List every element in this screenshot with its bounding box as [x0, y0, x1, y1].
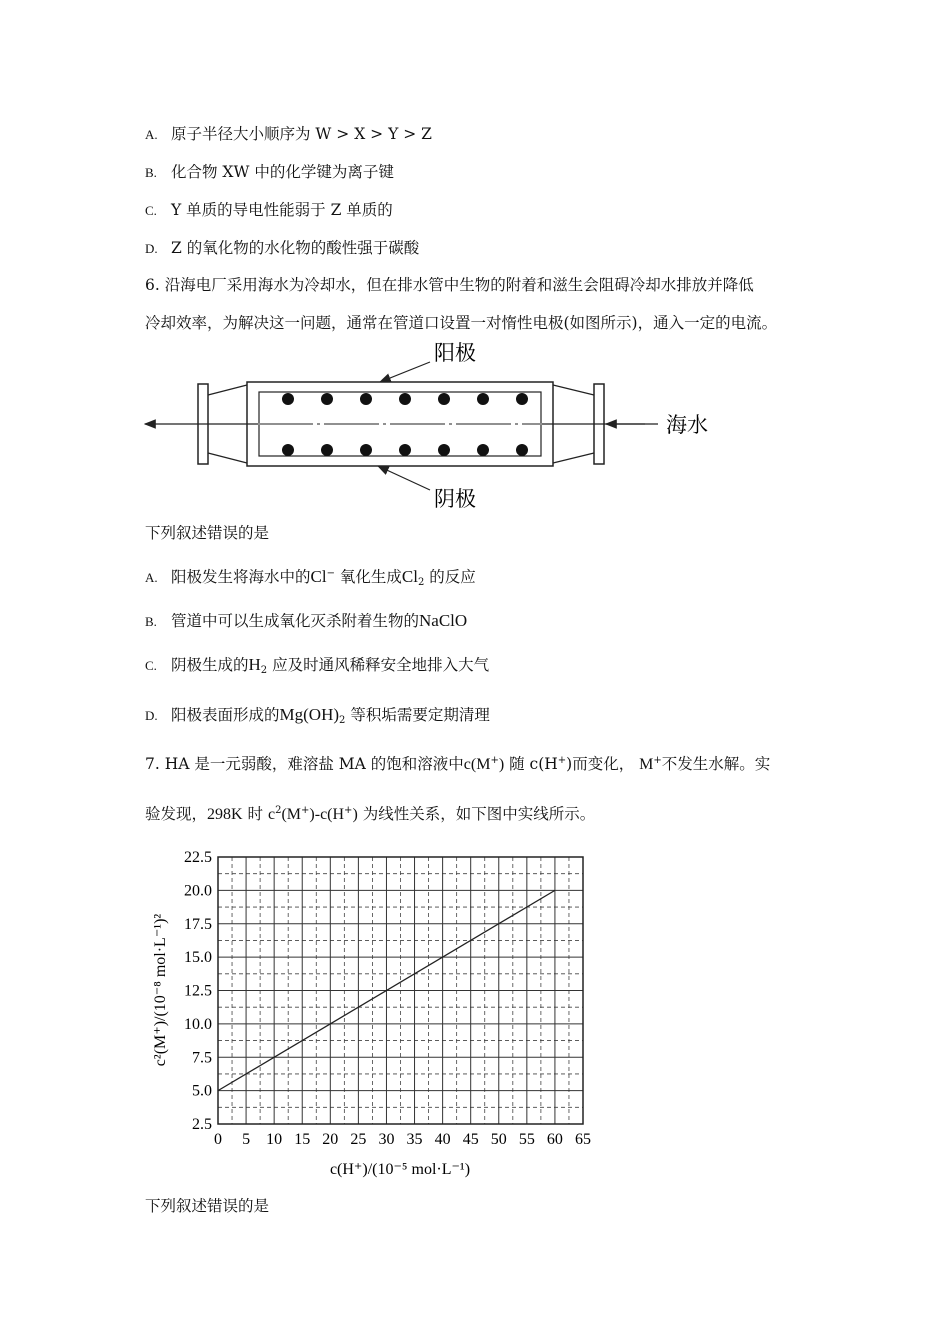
x-tick-label: 15 — [294, 1131, 311, 1148]
x-tick-label: 0 — [214, 1131, 222, 1148]
right-taper — [553, 385, 594, 395]
y-tick-label: 15.0 — [184, 949, 212, 967]
right-taper-bottom — [553, 453, 594, 463]
q7-stem-line1: 7. HA 是一元弱酸，难溶盐 MA 的饱和溶液中c(M+) 随 c(H+)而变化， M+不发生水解。实 — [145, 755, 771, 773]
q6-stem-line2: 冷却效率，为解决这一问题，通常在管道口设置一对惰性电极(如图所示)，通入一定的电流。 — [145, 314, 778, 332]
x-tick-labels — [214, 1131, 591, 1148]
left-taper — [208, 385, 247, 395]
q6-option-c: C. 阴极生成的$H_2$ 应及时通风稀释安全地排入大气 — [145, 655, 490, 676]
anode-pointer — [380, 362, 430, 382]
q7-prompt: 下列叙述错误的是 — [145, 1197, 270, 1215]
q5-option-b: B. 化合物 XW 中的化学键为离子键 — [145, 163, 394, 181]
y-tick-label: 2.5 — [192, 1116, 212, 1133]
y-tick-label: 22.5 — [184, 849, 212, 866]
y-tick-label: 10.0 — [184, 1015, 212, 1033]
q5-option-d: D. Z 的氧化物的水化物的酸性强于碳酸 — [145, 239, 420, 257]
anode-electrodes — [282, 393, 528, 405]
x-tick-label: 30 — [378, 1131, 395, 1148]
x-tick-label: 35 — [406, 1131, 423, 1148]
y-axis-label: c²(M⁺)/(10⁻⁸ mol·L⁻¹)² — [152, 913, 169, 1067]
x-tick-label: 45 — [462, 1131, 479, 1148]
chart-grid — [218, 857, 583, 1124]
anode-label: 阳极 — [434, 341, 476, 365]
x-tick-label: 20 — [322, 1131, 339, 1148]
electrolysis-pipe-diagram — [140, 338, 740, 516]
q6-stem-line1: 6. 沿海电厂采用海水为冷却水，但在排水管中生物的附着和滋生会阻碍冷却水排放并降低 — [145, 276, 754, 294]
y-tick-label: 12.5 — [184, 982, 212, 1000]
x-tick-label: 40 — [434, 1131, 451, 1148]
y-tick-labels — [184, 849, 212, 1133]
x-tick-label: 60 — [546, 1131, 563, 1148]
cathode-electrodes — [282, 444, 528, 456]
q5-option-a: A. 原子半径大小顺序为 W > X > Y > Z — [145, 125, 432, 143]
x-tick-label: 5 — [242, 1131, 251, 1148]
q7-stem-line2: 验发现，298K 时 $c^2(M^+)-c(H^+)$ 为线性关系，如下图中实线所示。 — [145, 805, 596, 823]
q6-option-a: A. 阳极发生将海水中的Cl− 氧化生成$Cl_2$ 的反应 — [145, 567, 476, 588]
q6-prompt: 下列叙述错误的是 — [145, 524, 270, 542]
q5-option-c: C. Y 单质的导电性能弱于 Z 单质的 — [145, 201, 393, 219]
cathode-label: 阴极 — [434, 487, 476, 511]
y-tick-label: 20.0 — [184, 882, 212, 900]
x-axis-label: c(H⁺)/(10⁻⁵ mol·L⁻¹) — [329, 1161, 471, 1178]
q6-option-b: B. 管道中可以生成氧化灭杀附着生物的NaClO — [145, 611, 468, 630]
x-tick-label: 25 — [350, 1131, 367, 1148]
y-tick-label: 17.5 — [184, 915, 212, 933]
x-tick-label: 10 — [266, 1131, 283, 1148]
x-tick-label: 55 — [518, 1131, 535, 1148]
q6-option-d: D. 阳极表面形成的$Mg(OH)_2$ 等积垢需要定期清理 — [145, 705, 490, 726]
y-tick-label: 7.5 — [192, 1049, 212, 1067]
cathode-pointer — [378, 466, 430, 490]
x-tick-label: 65 — [575, 1131, 591, 1148]
y-tick-label: 5.0 — [192, 1082, 212, 1100]
x-tick-label: 50 — [490, 1131, 507, 1148]
seawater-label: 海水 — [666, 413, 708, 437]
left-taper-bottom — [208, 453, 247, 463]
c2m-vs-ch-chart — [145, 840, 605, 1185]
